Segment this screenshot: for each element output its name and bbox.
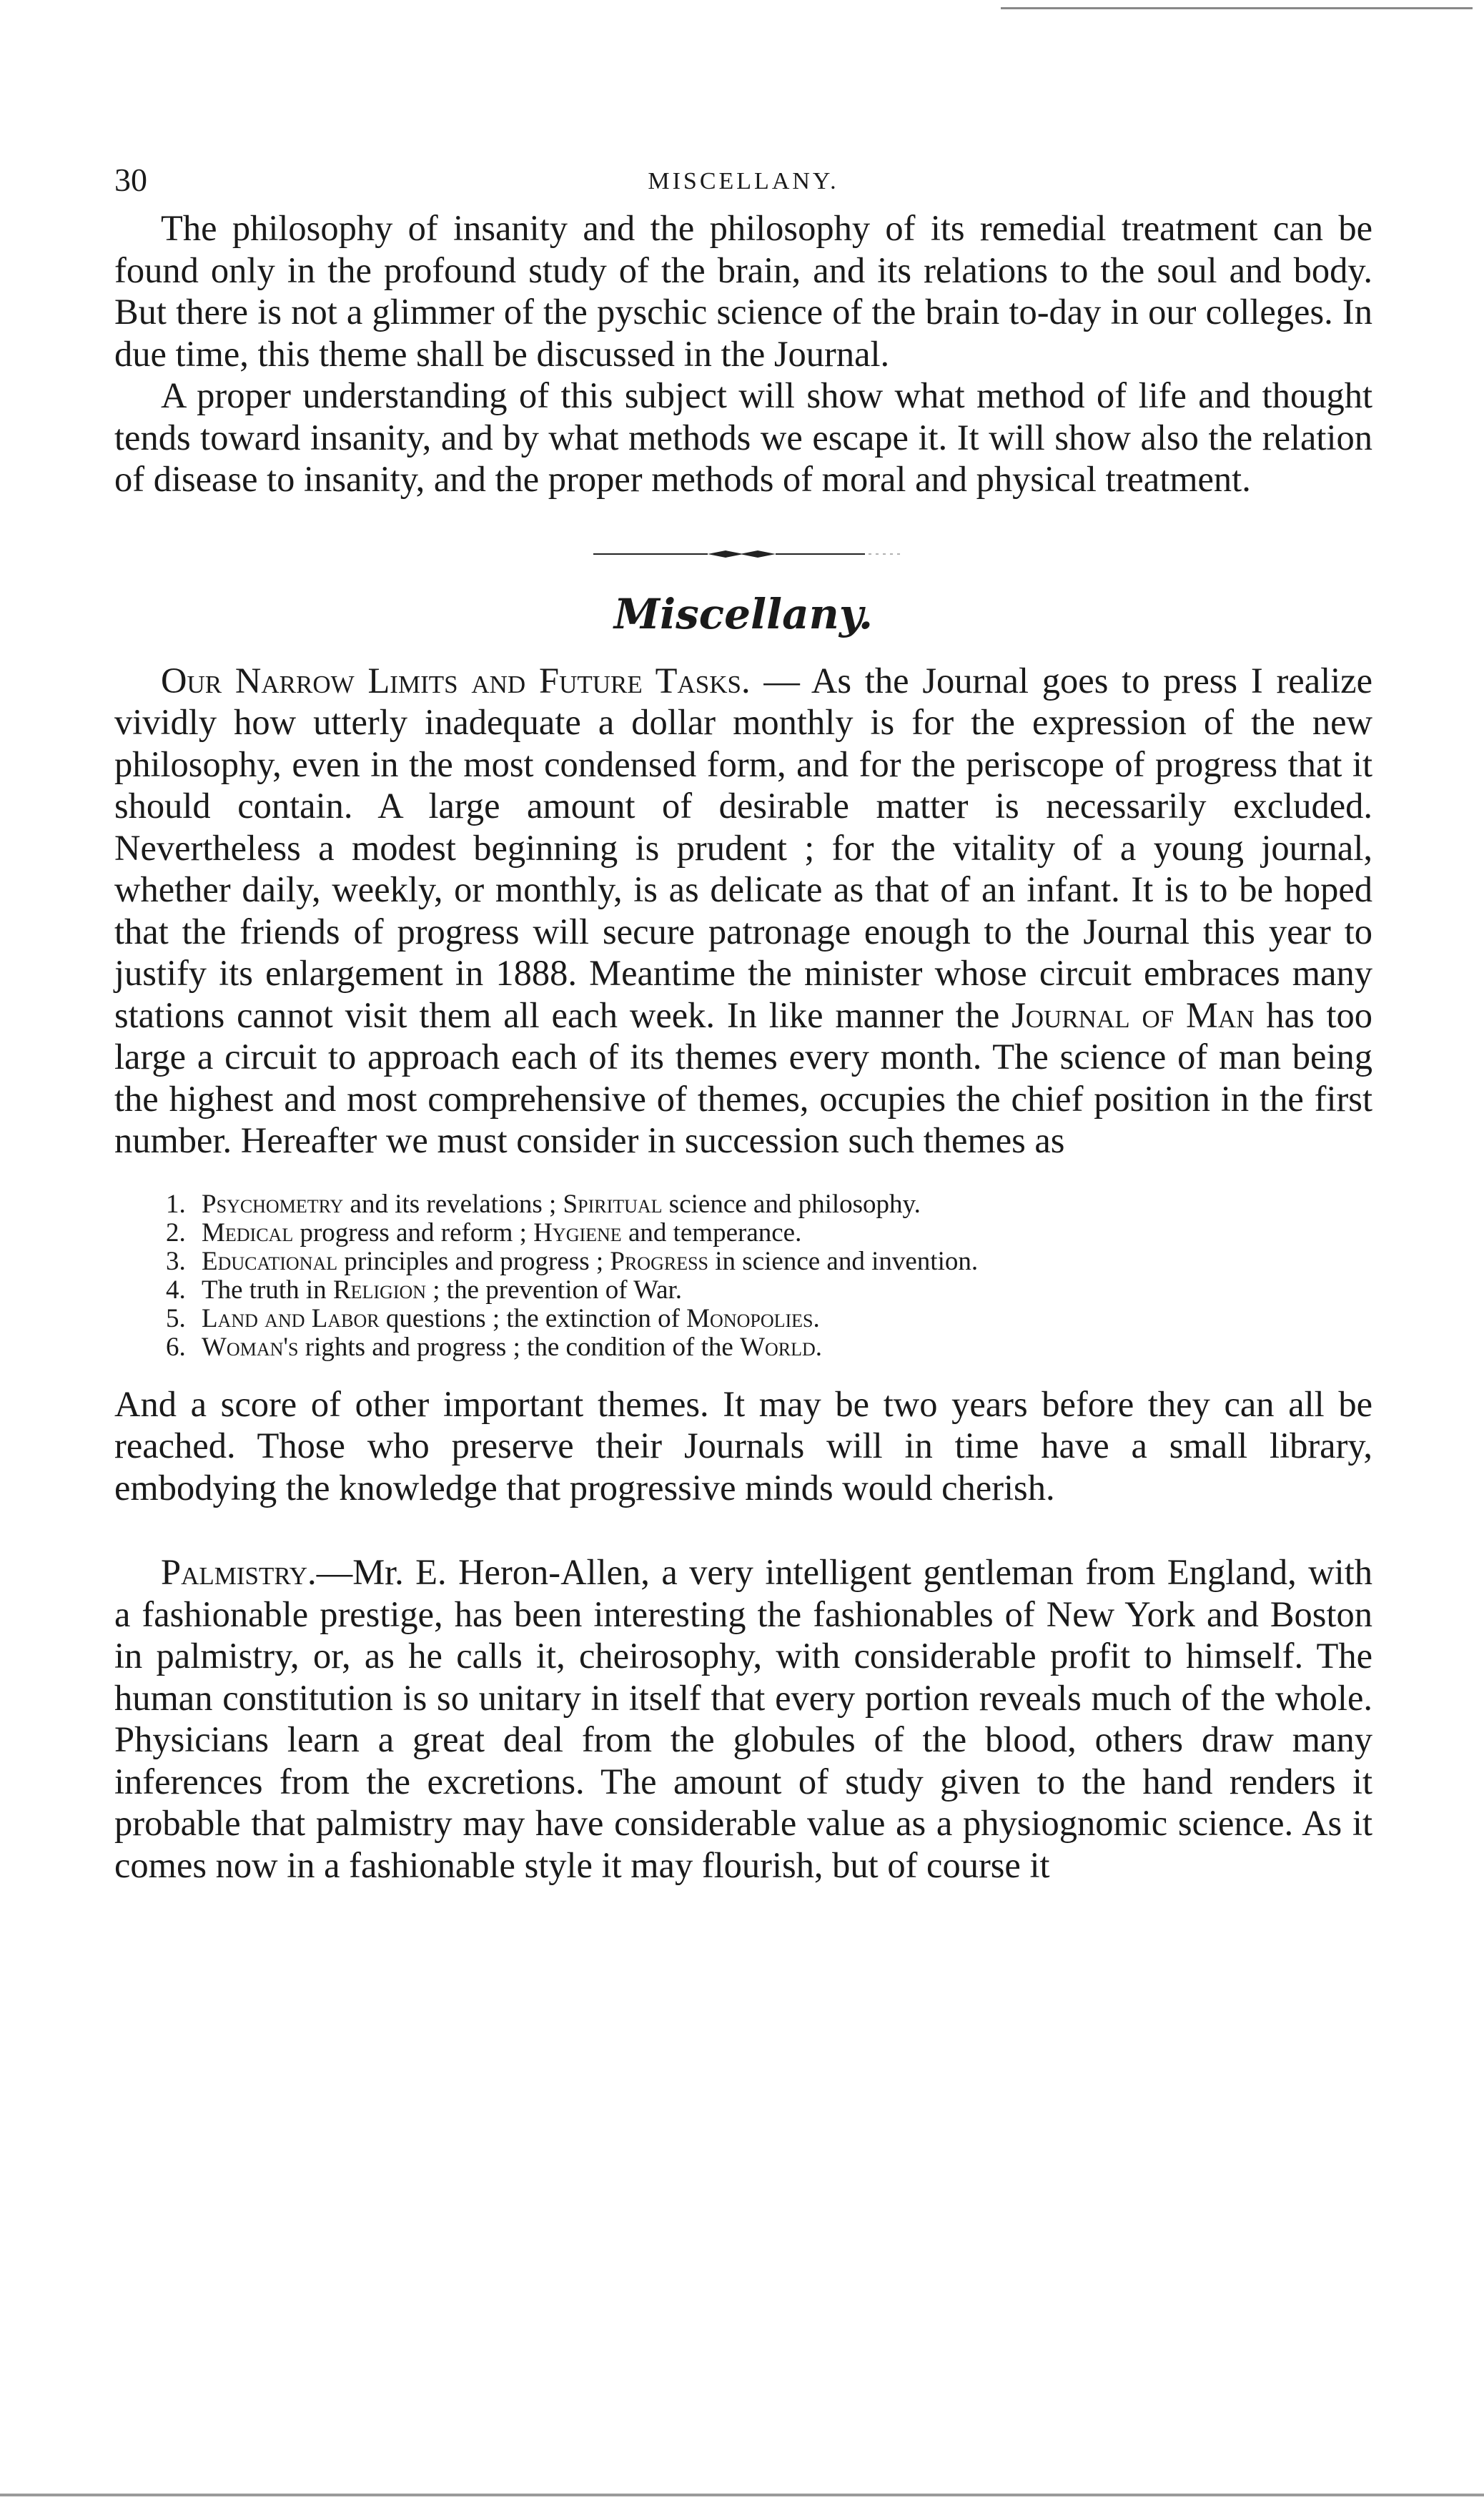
themes-list [166, 1190, 1372, 1362]
intro-paragraph-2: A proper understanding of this subject will show what method of life and thought tends toward insanity, and by what methods we escape it. It will show also the relation of disease to insanity, and the proper methods of moral and physical treatment. [114, 375, 1372, 499]
list-item-term: Land and Labor [202, 1303, 380, 1333]
list-item-number: 6. [166, 1332, 186, 1362]
article-limits-heading: Our Narrow Limits and Future Tasks. [161, 660, 751, 701]
list-item-text: ; the prevention of War. [426, 1275, 683, 1305]
page-number: 30 [114, 162, 147, 198]
top-edge-rule [1001, 7, 1473, 9]
paragraph-spacer [114, 1508, 1372, 1551]
article-palmistry-text: —Mr. E. Heron-Allen, a very intelligent gentleman from England, with a fashionable prestige, has been interesting the fashionables of New York and Boston in palmistry, or, as he calls it, cheirosophy, with considerable profit to himself. The human constitution is so unitary in itself that every portion reveals much of the whole. Physicians learn a great deal from the globules of the blood, others draw many inferences from the excretions. The amount of study given to the hand renders it probable that palmistry may have considerable value as a physiognomic science. As it comes now in a fashionable style it may flourish, but of course it [114, 1552, 1372, 1885]
list-item-number: 1. [166, 1189, 186, 1219]
list-item-term: Medical [202, 1217, 294, 1247]
list-item-term: Woman's [202, 1332, 299, 1362]
list-item-number: 4. [166, 1275, 186, 1305]
section-divider-ornament [565, 547, 922, 561]
list-item-text: and its revelations ; [343, 1189, 563, 1219]
list-item [166, 1247, 1372, 1276]
list-item-text: . [813, 1303, 820, 1333]
list-item-term: Hygiene [533, 1217, 622, 1247]
list-item-text: rights and progress ; the condition of the [298, 1332, 741, 1362]
list-item-term: Psychometry [202, 1189, 344, 1219]
list-item-text: and temperance. [621, 1217, 802, 1247]
article-palmistry-heading: Palmistry. [161, 1552, 317, 1592]
intro-paragraph-1: The philosophy of insanity and the philosophy of its remedial treatment can be found only in the profound study of the brain, and its relations to the soul and body. But there is not a glimmer of the pyschic science of the brain to-day in our colleges. In due time, this theme shall be discussed in the Journal. [114, 208, 1372, 374]
list-item-term: Progress [610, 1246, 709, 1276]
list-item-text: questions ; the extinction of [379, 1303, 687, 1333]
list-item-text: in science and invention. [708, 1246, 979, 1276]
article-limits-paragraph [114, 660, 1372, 1162]
article-limits-text-b: has too large a circuit to approach each of its themes every month. The science of man being the highest and most comprehensive of themes, occupies the chief position in the first number. Hereafter we must consider in succession such themes as [114, 994, 1372, 1160]
list-item [166, 1333, 1372, 1362]
page-header [114, 143, 1372, 207]
article-limits-text-a: — As the Journal goes to press I realize vividly how utterly inadequate a dollar monthly is for the expression of the new philosophy, even in the most condensed form, and for the periscope of progress that it should contain. A large amount of desirable matter is necessarily excluded. Nevertheless a modest beginning is prudent ; for the vitality of a young journal, whether daily, weekly, or monthly, is as delicate as that of an infant. It is to be hoped that the friends of progress will secure patronage enough to the Journal this year to justify its enlargement in 1888. Meantime the minister whose circuit embraces many stations cannot visit them all each week. In like manner the [114, 660, 1372, 1035]
list-item-term: Monopolies [686, 1303, 813, 1333]
list-item-number: 3. [166, 1246, 186, 1276]
article-palmistry-paragraph [114, 1551, 1372, 1886]
running-head: MISCELLANY. [648, 168, 839, 194]
list-item-text: . [815, 1332, 823, 1362]
list-item [166, 1305, 1372, 1333]
article-limits-closing: And a score of other important themes. It may be two years before they can all be reached. Those who preserve their Journals will in time have a small library, embodying the knowledge that progressive minds would cherish. [114, 1383, 1372, 1508]
bottom-edge-rule [0, 2494, 1484, 2496]
list-item-term: World [740, 1332, 816, 1362]
list-item-term: Educational [202, 1246, 338, 1276]
list-item-text: principles and progress ; [337, 1246, 610, 1276]
section-title: Miscellany. [613, 589, 874, 638]
list-item [166, 1276, 1372, 1305]
list-item-number: 5. [166, 1303, 186, 1333]
list-item-term: Religion [332, 1275, 427, 1305]
list-item [166, 1219, 1372, 1247]
list-item-term: Spiritual [563, 1189, 663, 1219]
list-item-text: The truth in [202, 1275, 333, 1305]
list-item-text: progress and reform ; [293, 1217, 534, 1247]
journal-name: Journal of Man [1011, 994, 1255, 1035]
list-item-text: science and philosophy. [662, 1189, 921, 1219]
page-content [114, 143, 1372, 1886]
list-item-number: 2. [166, 1217, 186, 1247]
list-item [166, 1190, 1372, 1219]
